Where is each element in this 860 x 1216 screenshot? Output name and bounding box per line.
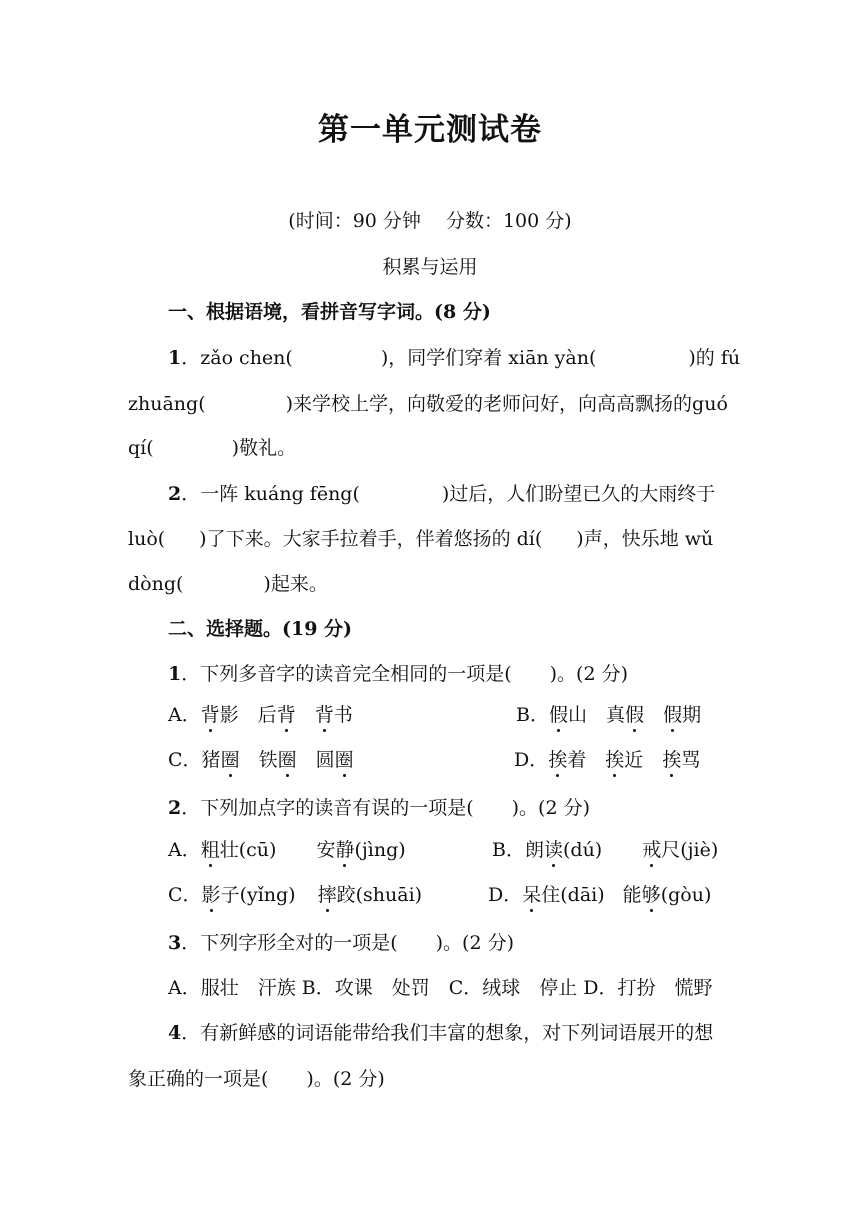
- text: ．下列多音字的读音完全相同的一项是( )。(2 分): [181, 663, 629, 685]
- dotted-char: 背: [315, 700, 334, 727]
- text: 猪: [201, 749, 221, 771]
- part2-q3-options[interactable]: A．服壮 汗族 B．攻课 处罚 C．绒球 停止 D．打扮 慌野: [168, 977, 713, 999]
- dotted-char: 静: [335, 835, 354, 862]
- text: 着: [567, 749, 587, 771]
- section-heading: 积累与运用: [382, 256, 478, 278]
- part2-q4-line2: 象正确的一项是( )。(2 分): [128, 1068, 385, 1090]
- text: ．zǎo chen(: [181, 347, 293, 369]
- dotted-char: 挨: [605, 745, 624, 772]
- dotted-char: 挨: [548, 745, 567, 772]
- part2-q2-option-a[interactable]: [168, 835, 406, 862]
- text: )了下来。大家手拉着手，伴着悠扬的 dí(: [199, 528, 543, 550]
- option-label: A．: [168, 704, 201, 726]
- text: )过后，人们盼望已久的大雨终于: [441, 483, 716, 505]
- exam-meta: (时间：90 分钟 分数：100 分): [288, 210, 572, 232]
- dotted-char: 背: [277, 700, 296, 727]
- dotted-char: 摔: [318, 880, 337, 907]
- question-number: 1: [168, 663, 182, 685]
- text: 影: [219, 704, 239, 726]
- dotted-char: 戒: [642, 835, 661, 862]
- option-label: B．: [516, 704, 549, 726]
- text: 后: [257, 704, 277, 726]
- text: )起来。: [263, 573, 328, 595]
- dotted-char: 影: [202, 880, 221, 907]
- question-number: 4: [168, 1022, 182, 1044]
- part1-q2-line1: [168, 479, 738, 506]
- part2-q2-option-d[interactable]: [488, 880, 711, 907]
- part2-q2-stem: [168, 793, 738, 820]
- text: )敬礼。: [231, 437, 297, 459]
- part2-q2-option-c[interactable]: [168, 880, 422, 907]
- text: 山: [567, 704, 587, 726]
- text: 住(dāi): [541, 884, 605, 906]
- dotted-char: 读: [544, 835, 563, 862]
- text: 壮(cū): [219, 839, 277, 861]
- dotted-char: 假: [663, 700, 682, 727]
- text: 真: [606, 704, 626, 726]
- option-label: C．: [168, 884, 202, 906]
- part2-q1-option-b[interactable]: [516, 700, 701, 727]
- dotted-char: 圈: [221, 745, 240, 772]
- option-label: A．: [168, 839, 201, 861]
- dotted-char: 假: [625, 700, 644, 727]
- option-label: D．: [488, 884, 523, 906]
- text: ．有新鲜感的词语能带给我们丰富的想象，对下列词语展开的想: [181, 1022, 714, 1044]
- question-number: 2: [168, 797, 182, 819]
- text: ．一阵 kuáng fēng(: [181, 483, 360, 505]
- text: dòng(: [128, 573, 184, 595]
- page-title: 第一单元测试卷: [318, 112, 542, 148]
- text: 能: [622, 884, 642, 906]
- part2-q1-option-d[interactable]: [514, 745, 700, 772]
- part2-q1-option-a[interactable]: [168, 700, 353, 727]
- question-number: 2: [168, 483, 182, 505]
- text: 安: [316, 839, 336, 861]
- text: 跤(shuāi): [336, 884, 423, 906]
- text: )的 fú: [688, 347, 741, 369]
- dotted-char: 假: [549, 700, 568, 727]
- part1-heading: 一、根据语境，看拼音写字词。(8 分): [168, 301, 491, 323]
- part2-heading: 二、选择题。(19 分): [168, 618, 353, 640]
- option-label: D．: [514, 749, 549, 771]
- text: (gòu): [660, 884, 712, 906]
- text: 书: [333, 704, 353, 726]
- part2-q1-stem: [168, 659, 738, 686]
- dotted-char: 粗: [201, 835, 220, 862]
- part1-q2-line3: [128, 569, 738, 596]
- dotted-char: 圈: [335, 745, 354, 772]
- text: 期: [682, 704, 702, 726]
- text: ．下列字形全对的一项是( )。(2 分): [181, 932, 515, 954]
- dotted-char: 背: [201, 700, 220, 727]
- part2-q1-option-c[interactable]: [168, 745, 354, 772]
- text: 尺(jiè): [661, 839, 719, 861]
- dotted-char: 够: [642, 880, 661, 907]
- part1-q1-line2: [128, 389, 738, 416]
- text: zhuāng(: [128, 393, 206, 415]
- text: (jìng): [354, 839, 406, 861]
- part2-q3-stem: [168, 928, 738, 955]
- text: 朗: [524, 839, 544, 861]
- part1-q1-line1: [168, 343, 741, 370]
- text: qí(: [128, 437, 154, 459]
- option-label: B．: [492, 839, 525, 861]
- text: 圆: [315, 749, 335, 771]
- text: 子(yǐng): [220, 884, 296, 906]
- text: ．下列加点字的读音有误的一项是( )。(2 分): [181, 797, 591, 819]
- text: )来学校上学，向敬爱的老师问好，向高高飘扬的guó: [285, 393, 728, 415]
- question-number: 3: [168, 932, 182, 954]
- text: luò(: [128, 528, 166, 550]
- part2-q2-option-b[interactable]: [492, 835, 718, 862]
- part1-q1-line3: [128, 433, 738, 460]
- text: 近: [624, 749, 644, 771]
- part1-q2-line2: [128, 524, 738, 551]
- text: )声，快乐地 wǔ: [576, 528, 714, 550]
- option-label: C．: [168, 749, 202, 771]
- part2-q4-line1: [168, 1018, 738, 1045]
- text: 骂: [681, 749, 701, 771]
- dotted-char: 挨: [662, 745, 681, 772]
- text: 铁: [258, 749, 278, 771]
- dotted-char: 呆: [522, 880, 541, 907]
- question-number: 1: [168, 347, 182, 369]
- text: )，同学们穿着 xiān yàn(: [380, 347, 597, 369]
- dotted-char: 圈: [278, 745, 297, 772]
- text: (dú): [563, 839, 603, 861]
